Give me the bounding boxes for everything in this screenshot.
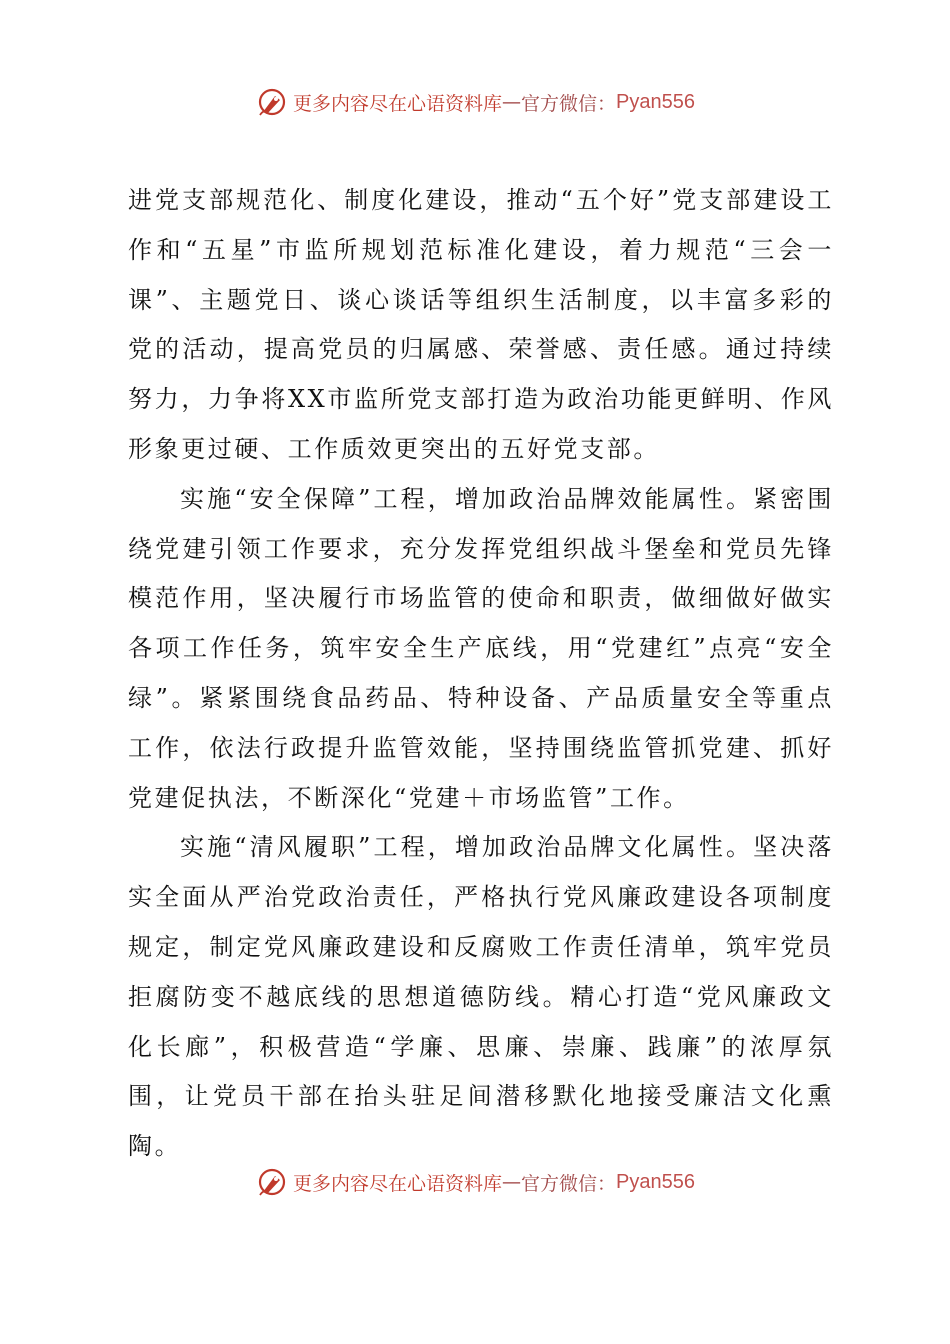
header-wechat-label: 官方微信： [521, 92, 617, 115]
pen-nib-logo-icon [255, 1165, 289, 1199]
pen-nib-logo-icon [255, 85, 289, 119]
paragraph-3: 实施“清风履职”工程，增加政治品牌文化属性。坚决落实全面从严治党政治责任，严格执行党风廉政建设各项制度规定，制定党风廉政建设和反腐败工作责任清单，筑牢党员拒腐防变不越底线的思想道德防线。精心打造“党风廉政文化长廊”，积极营造“学廉、思廉、崇廉、践廉”的浓厚氛围，让党员干部在抬头驻足间潜移默化地接受廉洁文化熏陶。 [128, 833, 834, 1161]
document-body [128, 176, 834, 1172]
footer-wechat-label: 官方微信： [521, 1172, 617, 1195]
paragraph-1: 进党支部规范化、制度化建设，推动“五个好”党支部建设工作和“五星”市监所规划范标准化建设，着力规范“三会一课”、主题党日、谈心谈话等组织生活制度，以丰富多彩的党的活动，提高党员的归属感、荣誉感、责任感。通过持续努力，力争将XX市监所党支部打造为政治功能更鲜明、作风形象更过硬、工作质效更突出的五好党支部。 [128, 186, 834, 463]
header-wechat-id: Pyan556 [616, 90, 695, 113]
header-banner [0, 82, 950, 122]
paragraph-2: 实施“安全保障”工程，增加政治品牌效能属性。紧密围绕党建引领工作要求，充分发挥党组织战斗堡垒和党员先锋模范作用，坚决履行市场监管的使命和职责，做细做好做实各项工作任务，筑牢安全生产底线，用“党建红”点亮“安全绿”。紧紧围绕食品药品、特种设备、产品质量安全等重点工作，依法行政提升监管效能，坚持围绕监管抓党建、抓好党建促执法，不断深化“党建＋市场监管”工作。 [128, 484, 834, 812]
footer-separator: — [502, 1171, 522, 1193]
footer-banner [0, 1162, 950, 1202]
footer-wechat-id: Pyan556 [616, 1170, 695, 1193]
footer-brand-text: 更多内容尽在心语资料库 [293, 1172, 503, 1195]
header-brand-text: 更多内容尽在心语资料库 [293, 92, 503, 115]
header-separator: — [502, 91, 522, 113]
